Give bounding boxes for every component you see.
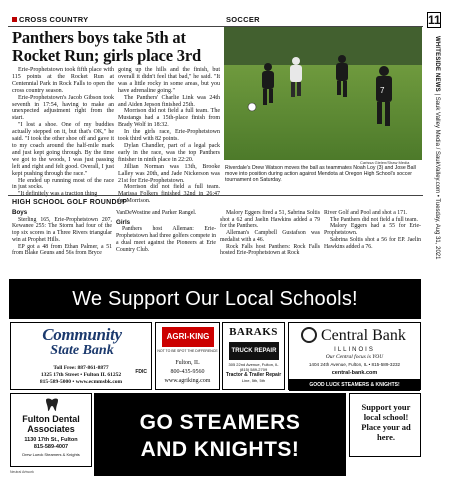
ad-central-bank[interactable]: Central Bank ILLINOIS Our Central focus is YOU 1404 24th Avenue, Fulton, IL • 815-589-3232 central-bank.com GOOD LUCK STEAMERS & KNIGHTS! <box>288 322 421 390</box>
central-bank-slogan: GOOD LUCK STEAMERS & KNIGHTS! <box>289 379 420 391</box>
rail-folio <box>426 36 440 260</box>
section-label-cross-country: CROSS COUNTRY <box>12 15 88 24</box>
golf-section-head: HIGH SCHOOL GOLF ROUNDUP <box>12 199 128 206</box>
truck-repair-badge: TRUCK REPAIR <box>229 342 279 360</box>
soccer-photo <box>224 27 422 160</box>
baraks-logo: BARAKS <box>229 326 278 338</box>
fulton-dental-name: Fulton Dental Associates <box>22 414 80 434</box>
community-state-bank-logo: Community State Bank <box>42 325 122 358</box>
support-schools-banner: We Support Our Local Schools! <box>9 279 421 319</box>
svg-text:7: 7 <box>380 86 385 95</box>
golf-rule <box>8 195 423 196</box>
photo-caption: Riverdale's Drew Watson moves the ball as teammates Noah Loy (3) and Jose Ball move into position during action against Mendota at Oregon High School's soccer tournament on Saturday. <box>225 165 416 184</box>
central-bank-logo-icon <box>301 327 317 343</box>
agri-king-logo: AGRI-KING <box>162 327 214 347</box>
photo-credit: Carissa Gielen/Shaw Media <box>360 160 410 165</box>
baraks-details: 305 22nd Avenue, Fulton, IL (815) 589-2709 Tractor & Trailer Repair Line, 5th, 5th <box>225 362 282 384</box>
golf-column-2: VanDeWostine and Parker Rangel. Girls Panthers host Alleman: Erie-Prophetstown had three golfers compete in a dual meet against the Pioneers at Erie Country Club. <box>116 210 216 253</box>
ad-community-state-bank[interactable] <box>10 322 152 390</box>
ad-agri-king[interactable]: AGRI-KING NOT TO BE SPOT THE DIFFERENCE Fulton, IL 800-435-9560 www.agriking.com <box>155 322 220 390</box>
soccer-photo-image <box>224 27 422 160</box>
ad-support-local-school[interactable]: Support your local school! Place your ad here. <box>349 393 421 457</box>
central-bank-logo: Central Bank <box>321 327 406 344</box>
page-number: 11 <box>428 13 441 27</box>
golf-column-3: Malory Eggers fired a 51, Sabrina Soltis shot a 62 and Jaelin Hawkins added a 79 for the Panthers. Alleman's Campbell Gustafson was medalist with a 46. Rock Falls host Panthers: Rock Falls hosted Erie-Prophetstown at Rock <box>220 210 320 257</box>
section-label-soccer: SOCCER <box>226 15 260 24</box>
tooth-icon <box>44 398 60 412</box>
footer-artwork-credit: Neutral Artwork <box>10 470 34 474</box>
fulton-dental-details: 1130 17th St., Fulton 815-589-4007 Drew Lueck Steamers & Knights <box>22 437 80 457</box>
article-column-1: Erie-Prophetstown took fifth place with 115 points at the Rocket Run at Centennial Park in Rock Falls to open the cross country season. Erie-Prophetstown's Jacob Gibson took seventh in 17:54, having to make an unexpected adjustment right from the start. "I lost a shoe. One of my buddies actually stepped on it, but that's OK," he said. "I took the other shoe off and gave it to my coach around the half-mile mark and just kept going through. By the time we got to the woods, I was just passing left and right and felt good. Overall, I just kept pushing through the race." He ended up running most of the race in just socks. <box>12 67 114 191</box>
bank1-details: Toll Free: 887-861-8877 1325 17th Street • Fulton IL 61252 815-589-5000 • www.ecmmsbk.com <box>39 365 123 385</box>
ad-fulton-dental[interactable] <box>10 393 92 467</box>
go-steamers-ad: GO STEAMERS AND KNIGHTS! <box>94 393 346 476</box>
rail-brand: WHITESIDE NEWS <box>434 36 440 92</box>
fdic-logo: FDIC <box>135 369 147 375</box>
golf-column-4: River Golf and Pool and shot a 171. The Panthers did not field a full team. Malory Eggers had a 55 for Erie-Prophetstown. Sabrina Soltis shot a 56 for EP. Jaelin Hawkins added a 76. <box>324 210 421 250</box>
headline: Panthers boys take 5th at Rocket Run; girls place 3rd <box>12 28 201 65</box>
article-column-2: going up the hills and the finish, but overall it didn't feel that bad," he said. "It was a little rocky in some areas, but you have adrenaline going." The Panthers' Charlie Link was 24th and Aiden Jepson finished 25th. Morrison did not field a full team. The Mustangs had a 15th-place finish from Brady Wolf in 18:32. In the girls race, Erie-Prophetstown took third with 82 points. Dylan Chandler, part of a legal pack early in the race, was the top Panthers finisher in ninth place in 22:20. Jillian Norman was 13th, Brooke Lalley was 20th, and Jade Nickerson was 21st for Erie-Prophetstown. Morrison did not field a full team. for Morrison. <box>118 67 220 205</box>
golf-column-1: Boys Sterling 165, Erie-Prophetstown 207, Kewanee 255: The Storm had four of the top six scores in a Three Rivers triangular win at Prophet Hills. EP got a 48 from Ethan Palmer, a 51 from Blake Geuns and 56s from Bryce <box>12 209 112 257</box>
ad-baraks-truck-repair[interactable] <box>222 322 285 390</box>
section-square-icon <box>12 17 17 22</box>
rail-date: | Sauk Valley Media / SaukValley.com • Tuesday, Aug 31, 2021 <box>434 91 440 260</box>
agri-king-details: Fulton, IL 800-435-9560 www.agriking.com <box>164 360 211 384</box>
